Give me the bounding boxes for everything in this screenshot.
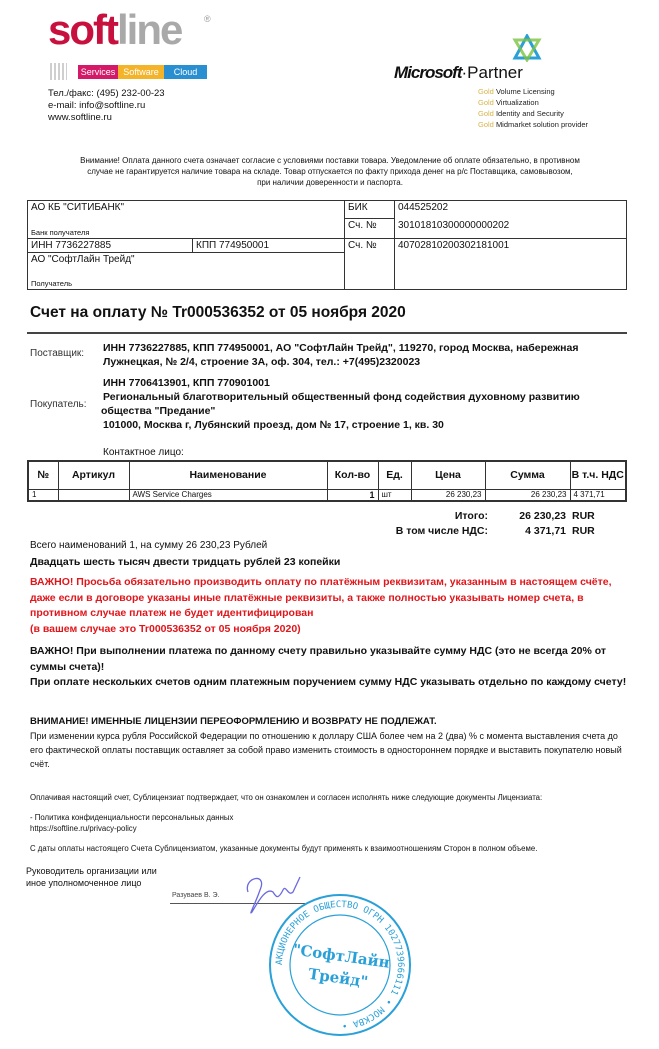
recipient: АО "СофтЛайн Трейд" xyxy=(31,254,135,265)
ms-brand: Microsoft xyxy=(394,63,462,82)
recipient-label: Получатель xyxy=(31,279,72,288)
svg-text:АКЦИОНЕРНОЕ ОБЩЕСТВО ОГРН 1027: АКЦИОНЕРНОЕ ОБЩЕСТВО ОГРН 1027739666111 • МОСКВА • xyxy=(274,899,406,1031)
microsoft-partner-logo: Microsoft·Partner xyxy=(394,63,523,82)
inn: ИНН 7736227885 xyxy=(28,239,193,253)
vat-value: 4 371,71 xyxy=(525,525,566,537)
email: e-mail: info@softline.ru xyxy=(48,100,146,111)
competency: Gold Identity and Security xyxy=(478,109,564,118)
corr-label: Сч. № xyxy=(345,219,395,239)
buyer-label: Покупатель: xyxy=(30,399,87,410)
contacts xyxy=(48,88,165,124)
logo-line: line xyxy=(117,6,182,53)
signatory-name: Разуваев В. Э. xyxy=(172,892,220,899)
buyer-details: ИНН 7706413901, КПП 770901001 Региональный благотворительный общественный фонд содействия духовному развитию общества "Предание" 101000, Москва г, Лубянский проезд, дом № 17, строение 1, кв. 30 xyxy=(101,377,580,431)
tag-cloud: Cloud xyxy=(164,65,207,79)
items-summary: Всего наименований 1, на сумму 26 230,23 Рублей xyxy=(30,540,268,551)
microsoft-partner-icon xyxy=(512,34,542,62)
website: www.softline.ru xyxy=(48,112,112,123)
tag-software: Software xyxy=(118,65,164,79)
competency: Gold Volume Licensing xyxy=(478,87,555,96)
competency: Gold Midmarket solution provider xyxy=(478,120,589,129)
bank-name: АО КБ "СИТИБАНК" xyxy=(31,202,125,213)
qr-code-icon xyxy=(50,63,67,80)
divider xyxy=(27,332,627,334)
invoice-title: Счет на оплату № Tr000536352 от 05 ноября 2020 xyxy=(30,304,406,321)
supplier-label: Поставщик: xyxy=(30,348,85,359)
phone: Тел./факс: (495) 232-00-23 xyxy=(48,88,165,99)
privacy-policy-item: - Политика конфиденциальности персональных данных xyxy=(30,813,234,822)
bik-label: БИК xyxy=(345,201,395,219)
corr-account: 30101810300000000202 xyxy=(395,219,627,239)
exchange-rate-clause: При изменении курса рубля Российской Федерации по отношению к доллару США более чем на 2 (два) % с момента выставления счета до его фактической оплаты поставщик оставляет за собой право изменить стоимость в одностороннем порядке и выставить покупателю новый счёт. xyxy=(30,731,622,769)
confirmation-text: Оплачивая настоящий счет, Сублицензиат подтверждает, что он ознакомлен и согласен исполнять ниже следующие документы Лицензиата: xyxy=(30,793,543,802)
payment-notice: Внимание! Оплата данного счета означает согласие с условиями поставки товара. Уведомление об оплате обязательно, в противном случае не гарантируется наличие товара на складе. Товар отпускается по факту прихода денег на р/с Поставщика, самовывозом, при наличии доверенности и паспорта. xyxy=(80,156,580,187)
privacy-policy-link[interactable]: https://softline.ru/privacy-policy xyxy=(30,824,137,833)
account-label: Сч. № xyxy=(345,239,395,290)
vat-currency: RUR xyxy=(572,525,595,537)
signatory-role: Руководитель организации или иное уполномоченное лицо xyxy=(26,866,157,888)
vat-label: В том числе НДС: xyxy=(395,525,488,537)
contact-person-label: Контактное лицо: xyxy=(103,447,184,458)
amount-in-words: Двадцать шесть тысяч двести тридцать рублей 23 копейки xyxy=(30,556,341,568)
items-table xyxy=(27,460,627,502)
total-label: Итого: xyxy=(454,510,488,522)
competency: Gold Virtualization xyxy=(478,98,539,107)
documents-apply-text: С даты оплаты настоящего Счета Сублицензиатом, указанные документы будут применять к взаимоотношениям Сторон в полном объеме. xyxy=(30,844,538,853)
bank-label: Банк получателя xyxy=(31,228,90,237)
logo-soft: soft xyxy=(48,6,117,53)
table-row: 1 AWS Service Charges 1 шт 26 230,23 26 230,23 4 371,71 xyxy=(28,489,626,501)
vat-warning: ВАЖНО! При выполнении платежа по данному счету правильно указывайте сумму НДС (это не всегда 20% от суммы счета)! При оплате нескольких счетов одним платежным поручением сумму НДС указывать отдельно по каждому счету! xyxy=(30,645,627,688)
registered-mark: ® xyxy=(204,14,211,24)
competencies xyxy=(478,86,588,130)
tag-services: Services xyxy=(78,65,118,79)
svg-text:"СофтЛайн: "СофтЛайн xyxy=(291,940,391,972)
account-number: 40702810200302181001 xyxy=(395,239,627,290)
licenses-warning: ВНИМАНИЕ! ИМЕННЫЕ ЛИЦЕНЗИИ ПЕРЕОФОРМЛЕНИЮ И ВОЗВРАТУ НЕ ПОДЛЕЖАТ. xyxy=(30,716,437,727)
company-stamp xyxy=(268,893,413,1038)
total-value: 26 230,23 xyxy=(519,510,566,522)
payment-warning: ВАЖНО! Просьба обязательно производить оплату по платёжным реквизитам, указанным в настоящем счёте, даже если в договоре указаны иные платёжные реквизиты, а также полностью указывать номер счета, в противном случае платеж не будет идентифицирован (в вашем случае это Tr000536352 от 05 ноября 2020) xyxy=(30,576,612,635)
softline-logo xyxy=(48,8,181,52)
bik-value: 044525202 xyxy=(395,201,627,219)
table-header: № Артикул Наименование Кол-во Ед. Цена Сумма В т.ч. НДС xyxy=(28,461,626,489)
supplier-details: ИНН 7736227885, КПП 774950001, АО "СофтЛайн Трейд", 119270, город Москва, набережная Лужнецкая, № 2/4, строение 3А, оф. 304, тел.: +7(495)2320023 xyxy=(103,342,579,368)
total-currency: RUR xyxy=(572,510,595,522)
ms-partner: Partner xyxy=(467,63,523,82)
svg-text:Трейд": Трейд" xyxy=(307,964,370,991)
kpp: КПП 774950001 xyxy=(193,239,345,253)
bank-details-table xyxy=(27,200,627,290)
